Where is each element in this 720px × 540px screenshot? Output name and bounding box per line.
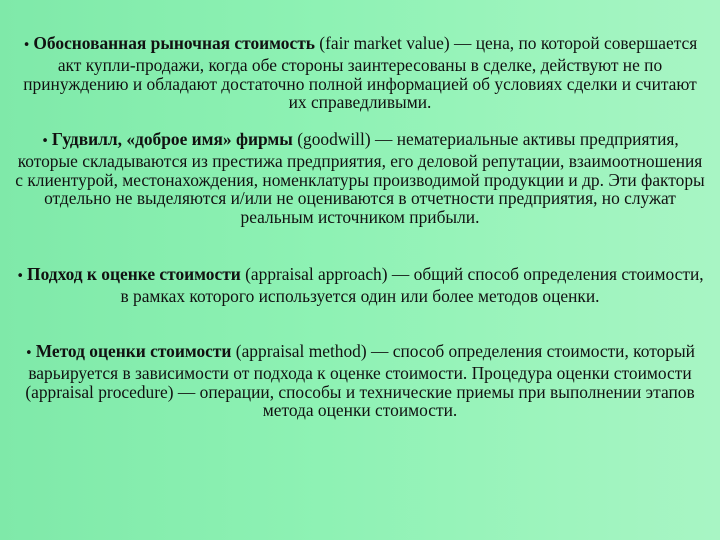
bullet-icon: • xyxy=(16,269,25,284)
definition-text: (fair market value) — цена, по которой совершается акт купли-продажи, когда обе стороны заинтересованы в сделке, действуют не по принуждению и обладают достаточно полной информацией об условиях сделки и считают их справедливыми. xyxy=(23,33,698,113)
definition-text: (goodwill) — нематериальные активы предприятия, которые складываются из престижа предприятия, его деловой репутации, взаимоотношения с клиентурой, местонахождения, номенклатуры производимой продукции и др. Эти факторы отдельно не выделяются и/или не оцениваются в отчетности предприятия, но служат реальным источником прибыли. xyxy=(15,129,705,228)
definition-appraisal-method xyxy=(14,342,706,420)
definition-text: (appraisal method) — способ определения стоимости, который варьируется в зависимости от подхода к оценке стоимости. Процедура оценки стоимости (appraisal procedure) — операции, способы и технические приемы при выполнении этапов метода оценки стоимости. xyxy=(25,341,695,421)
definition-fair-market-value xyxy=(14,34,706,112)
definition-goodwill xyxy=(14,130,706,227)
bullet-icon: • xyxy=(41,134,49,149)
term-appraisal-approach: Подход к оценке стоимости xyxy=(27,264,241,284)
term-goodwill: Гудвилл, «доброе имя» фирмы xyxy=(51,129,293,149)
definition-appraisal-approach xyxy=(14,265,706,306)
term-fair-market-value: Обоснованная рыночная стоимость xyxy=(33,33,315,53)
term-appraisal-method: Метод оценки стоимости xyxy=(35,341,232,361)
definition-text: (appraisal approach) — общий способ определения стоимости, в рамках которого используется один или более методов оценки. xyxy=(120,264,704,306)
bullet-icon: • xyxy=(22,38,31,53)
bullet-icon: • xyxy=(25,346,33,361)
